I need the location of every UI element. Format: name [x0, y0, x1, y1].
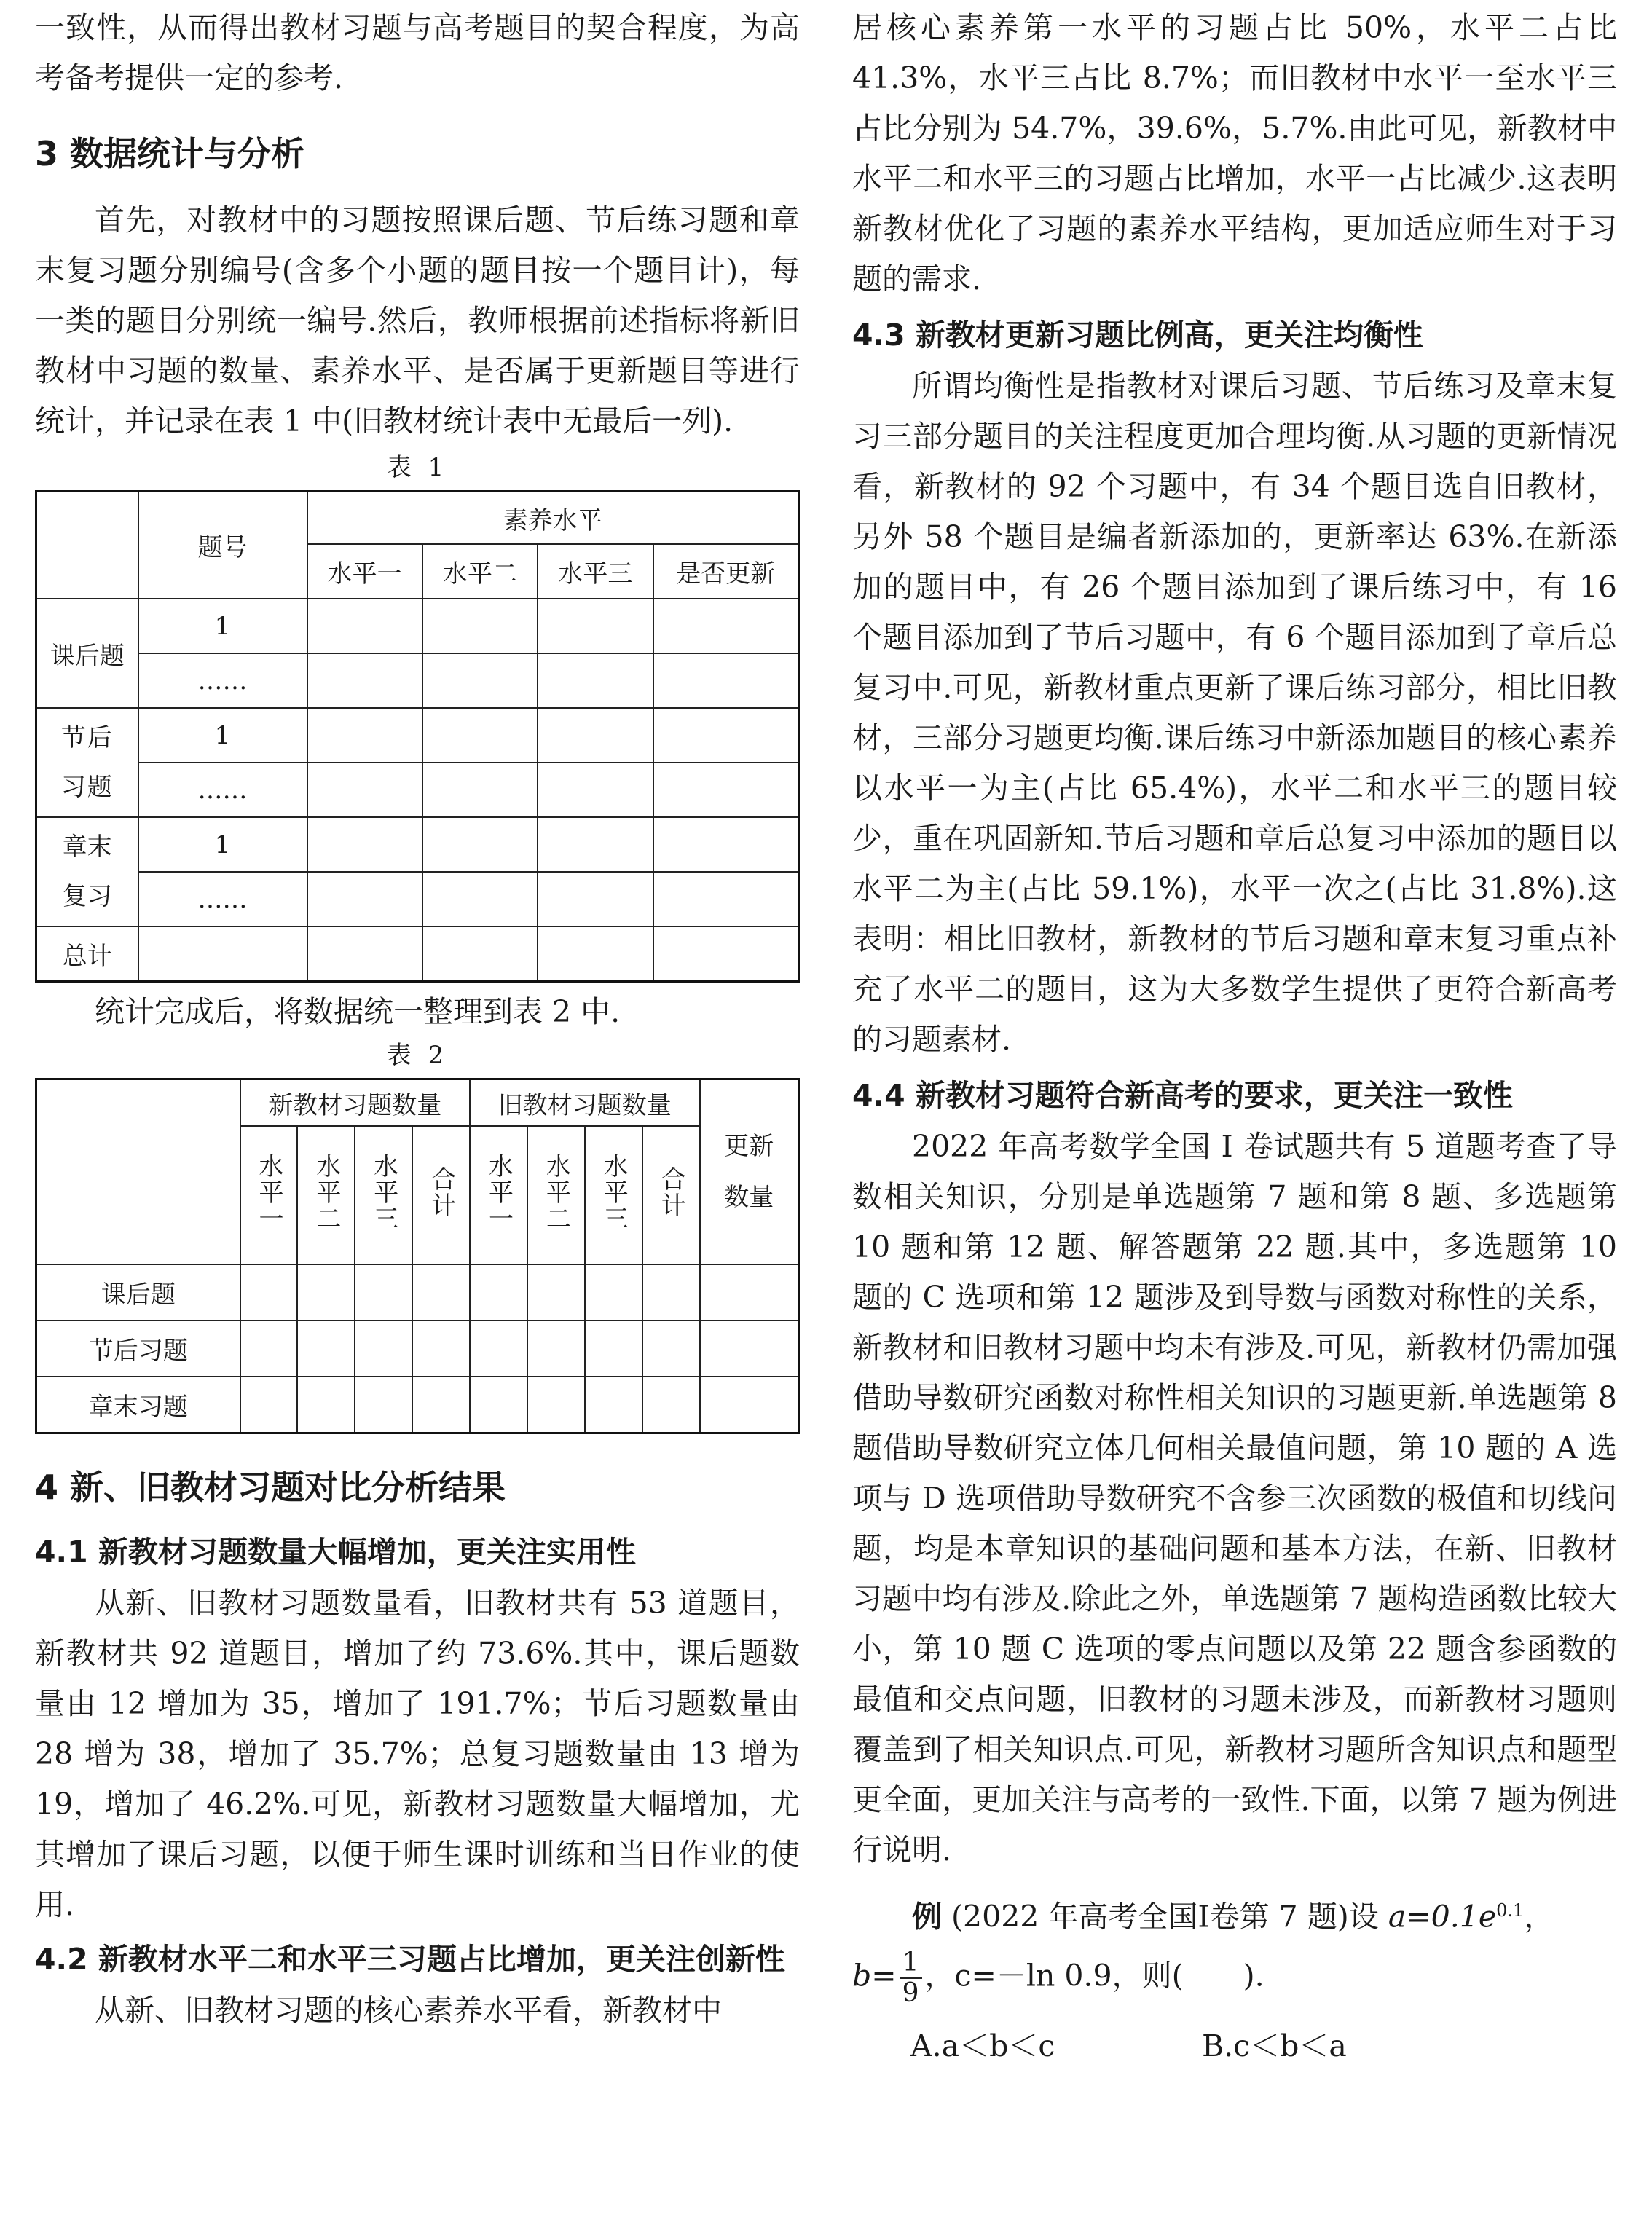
table-2-header-old: 旧教材习题数量 [470, 1079, 700, 1127]
example-label: 例 [912, 1899, 942, 1934]
example-a-expr: a=0.1e [1388, 1899, 1497, 1934]
section-4-3-title: 4.3 新教材更新习题比例高，更关注均衡性 [852, 318, 1423, 353]
table-1-cell: …… [138, 653, 307, 708]
table-1-cell: 1 [138, 817, 307, 872]
after-table-1-text: 统计完成后，将数据统一整理到表 2 中. [95, 994, 621, 1029]
section-4-4-paragraph: 2022 年高考数学全国 Ⅰ 卷试题共有 5 道题考查了导数相关知识，分别是单选题第 7 题和第 8 题、多选题第 10 题和第 12 题、解答题第 22 题.其中，多选题第 10 题的 C 选项和第 12 题涉及到导数与函数对称性的关系，新教材和旧教材习题中均未有涉及.可见，新教材仍需加强借助导数研究函数对称性相关知识的习题更新.单选题第 8 题借助导数研究立体几何相关最值问题，第 10 题的 A 选项与 D 选项借助导数研究不含参三次函数的极值和切线问题，均是本章知识的基础问题和基本方法，在新、旧教材习题中均有涉及.除此之外，单选题第 7 题构造函数比较大小，第 10 题 C 选项的零点问题以及第 22 题含参函数的最值和交点问题，旧教材的习题未涉及，而新教材习题则覆盖到了相关知识点.可见，新教材习题所含知识点和题型更全面，更加关注与高考的一致性.下面，以第 7 题为例进行说明. [852, 1129, 1617, 1867]
table-1-cell: …… [138, 872, 307, 926]
table-1-subheader: 是否更新 [653, 544, 799, 599]
section-4-3-paragraph: 所谓均衡性是指教材对课后习题、节后练习及章末复习三部分题目的关注程度更加合理均衡.从习题的更新情况看，新教材的 92 个习题中，有 34 个题目选自旧教材，另外 58 个题目是编者新添加的，更新率达 63%.在新添加的题目中，有 26 个题目添加到了课后练习中，有 16 个题目添加到了节后习题中，有 6 个题目添加到了章后总复习中.可见，新教材重点更新了课后练习部分，相比旧教材，三部分习题更均衡.课后练习中新添加题目的核心素养以水平一为主(占比 65.4%)，水平二和水平三的题目较少，重在巩固新知.节后习题和章后总复习中添加的题目以水平二为主(占比 59.1%)，水平一次之(占比 31.8%).这表明：相比旧教材，新教材的节后习题和章末复习重点补充了水平二的题目，这为大多数学生提供了更符合新高考的习题素材. [852, 369, 1617, 1057]
table-1-subheader: 水平一 [307, 544, 422, 599]
table-2-header-new: 新教材习题数量 [240, 1079, 471, 1127]
table-2-subheader: 水平二 [527, 1126, 585, 1264]
table-2-caption: 表 2 [386, 1041, 449, 1070]
table-2-header-update: 更新数量 [700, 1079, 799, 1265]
table-1-cell: 1 [138, 599, 307, 653]
table-2-subheader: 水平一 [470, 1126, 527, 1264]
table-1-subheader: 水平三 [538, 544, 653, 599]
table-1-corner [36, 492, 138, 599]
table-2-row-label: 节后习题 [36, 1320, 240, 1377]
example-options [852, 2021, 1617, 2071]
table-1-cell: …… [138, 763, 307, 817]
example-c-expr: ，c=－ln 0.9，则( ). [924, 1958, 1264, 1993]
right-column [852, 0, 1617, 2071]
left-column [35, 0, 800, 2036]
intro-paragraph: 一致性，从而得出教材习题与高考题目的契合程度，为高考备考提供一定的参考. [35, 10, 800, 95]
table-2-subheader: 水平一 [240, 1126, 298, 1264]
section-3-paragraph: 首先，对教材中的习题按照课后题、节后练习题和章末复习题分别编号(含多个小题的题目按一个题目计)，每一类的题目分别统一编号.然后，教师根据前述指标将新旧教材中习题的数量、素养水平、是否属于更新题目等进行统计，并记录在表 1 中(旧教材统计表中无最后一列). [35, 202, 800, 438]
example-line-2 [852, 1948, 1617, 2008]
table-1-header-tihao: 题号 [138, 492, 307, 599]
table-2-row-label: 课后题 [36, 1264, 240, 1320]
example-a-exponent: 0.1 [1496, 1900, 1525, 1921]
table-1-total-label: 总计 [36, 926, 138, 982]
table-2 [35, 1078, 800, 1434]
table-2-row-label: 章末习题 [36, 1377, 240, 1433]
table-1-cell: 1 [138, 708, 307, 763]
example-line-1: 例 (2022 年高考全国Ⅰ卷第 7 题)设 $a=0.1e^{0.1}$， [912, 1899, 1554, 1934]
example-option-a: A.a＜b＜c [910, 2028, 1055, 2063]
section-4-4-title: 4.4 新教材习题符合新高考的要求，更关注一致性 [852, 1078, 1513, 1113]
example-b-fraction: $\frac{1}{9}$ [900, 1948, 922, 2008]
example-block [852, 1886, 1617, 2071]
table-1-group-label: 章末复习 [36, 817, 138, 926]
continued-paragraph: 居核心素养第一水平的习题占比 50%，水平二占比 41.3%，水平三占比 8.7%；而旧教材中水平一至水平三占比分别为 54.7%，39.6%，5.7%.由此可见，新教材中水平二和水平三的习题占比增加，水平一占比减少.这表明新教材优化了习题的素养水平结构，更加适应师生对于习题的需求. [852, 10, 1617, 296]
table-1-group-label: 课后题 [36, 599, 138, 708]
table-2-corner [36, 1079, 240, 1265]
example-source: (2022 年高考全国Ⅰ卷第 7 题)设 [951, 1899, 1379, 1934]
section-4-2-paragraph: 从新、旧教材习题的核心素养水平看，新教材中 [95, 1992, 722, 2028]
table-2-subheader: 水平三 [355, 1126, 412, 1264]
table-2-subheader: 合计 [412, 1126, 470, 1264]
table-1-caption: 表 1 [386, 453, 449, 482]
table-1 [35, 490, 800, 983]
example-b-prefix: b= [852, 1958, 897, 1993]
table-2-subheader: 水平二 [297, 1126, 355, 1264]
table-2-subheader: 水平三 [585, 1126, 642, 1264]
table-1-header-suyang: 素养水平 [307, 492, 799, 545]
example-option-b: B.c＜b＜a [1202, 2028, 1347, 2063]
section-4-1-paragraph: 从新、旧教材习题数量看，旧教材共有 53 道题目，新教材共 92 道题目，增加了约 73.6%.其中，课后题数量由 12 增加为 35，增加了 191.7%；节后习题数量由 28 增为 38，增加了 35.7%；总复习题数量由 13 增为 19，增加了 46.2%.可见，新教材习题数量大幅增加，尤其增加了课后习题，以便于师生课时训练和当日作业的使用. [35, 1585, 800, 1922]
table-2-subheader: 合计 [642, 1126, 700, 1264]
section-3-title: 3 数据统计与分析 [35, 134, 305, 173]
section-4-1-title: 4.1 新教材习题数量大幅增加，更关注实用性 [35, 1534, 636, 1570]
table-1-subheader: 水平二 [422, 544, 538, 599]
table-1-group-label: 节后习题 [36, 708, 138, 817]
section-4-2-title: 4.2 新教材水平二和水平三习题占比增加，更关注创新性 [35, 1941, 785, 1977]
section-4-title: 4 新、旧教材习题对比分析结果 [35, 1467, 506, 1507]
